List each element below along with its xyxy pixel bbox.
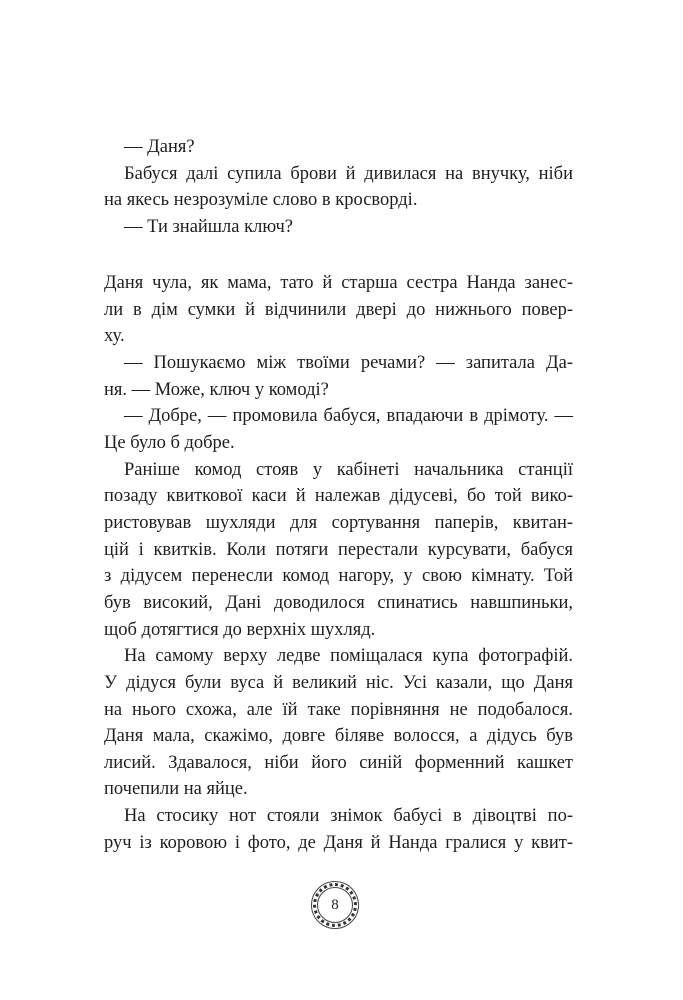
text-line: почепили на яйце.	[104, 779, 248, 800]
text-line: на якесь незрозуміле слово в кросворді.	[104, 190, 418, 211]
text-line: ху.	[104, 326, 125, 347]
text-line: — Ти знайшла ключ?	[124, 216, 293, 237]
text-line: На стосику нот стояли знімок бабусі в дівоцтві по-	[124, 806, 573, 827]
text-line: ристовував шухляди для сортування паперів, квитан-	[104, 512, 573, 533]
text-line: — Пошукаємо між твоїми речами? — запитала Да-	[124, 352, 573, 373]
text-line: ли в дім сумки й відчинили двері до нижнього повер-	[104, 299, 573, 320]
text-block-dialogue	[104, 134, 573, 241]
text-line: Бабуся далі супила брови й дивилася на внучку, ніби	[124, 163, 573, 184]
text-line: на нього схожа, але їй таке порівняння не подобалося.	[104, 699, 573, 720]
text-line: руч із коровою і фото, де Даня й Нанда гралися у квит-	[104, 832, 573, 853]
text-line: був високий, Дані доводилося спинатись навшпиньки,	[104, 592, 573, 613]
text-line: щоб дотягтися до верхніх шухляд.	[104, 619, 376, 640]
text-line: — Добре, — промовила бабуся, впадаючи в дрімоту. —	[124, 406, 573, 427]
text-line: позаду квиткової каси й належав дідусеві, бо той вико-	[104, 486, 573, 507]
text-line: з дідусем перенесли комод нагору, у свою кімнату. Той	[104, 566, 573, 587]
text-block-narrative	[104, 270, 573, 856]
text-line: лисий. Здавалося, ніби його синій форменний кашкет	[104, 752, 573, 773]
page-number-badge	[313, 883, 357, 927]
page-number: 8	[331, 896, 339, 913]
text-line: Це було б добре.	[104, 432, 235, 453]
text-line: — Даня?	[124, 137, 195, 157]
text-line: На самому верху ледве поміщалася купа фотографій.	[124, 646, 573, 667]
text-line: ня. — Може, ключ у комоді?	[104, 379, 329, 400]
text-line: У дідуся були вуса й великий ніс. Усі казали, що Даня	[104, 672, 573, 693]
text-line: Даня мала, скажімо, довге біляве волосся, а дідусь був	[104, 726, 573, 747]
text-line: цій і квитків. Коли потяги перестали курсувати, бабуся	[104, 539, 573, 560]
text-line: Раніше комод стояв у кабінеті начальника станції	[124, 459, 573, 480]
text-line: Даня чула, як мама, тато й старша сестра Нанда занес-	[104, 273, 573, 293]
